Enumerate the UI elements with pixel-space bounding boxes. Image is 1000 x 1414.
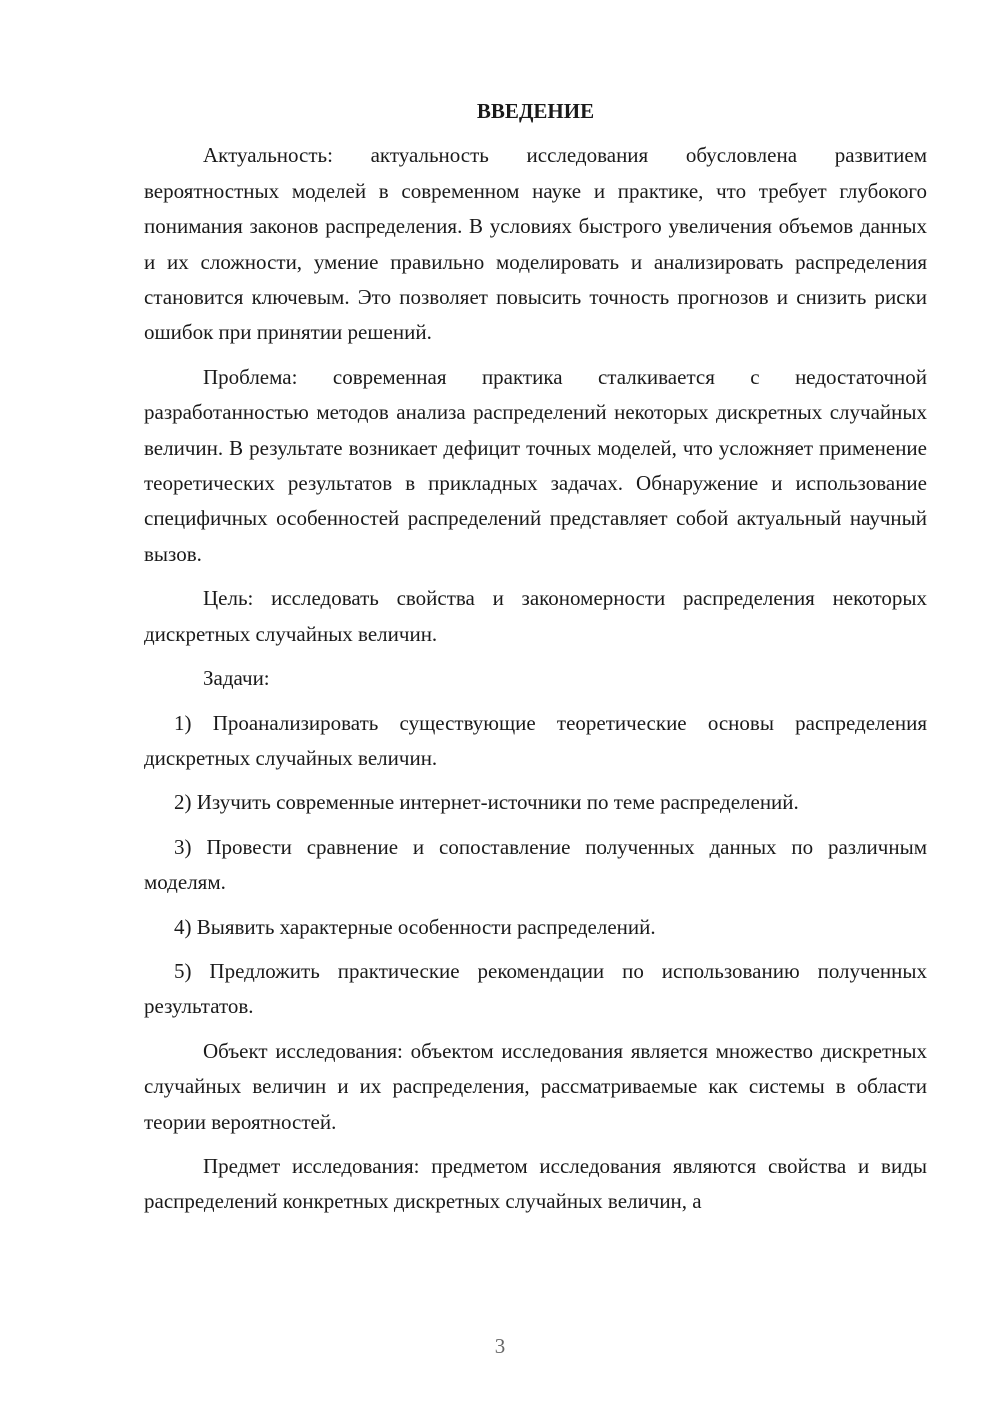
task-item-4: 4) Выявить характерные особенности распределений. (174, 914, 656, 939)
page-number: 3 (494, 1334, 506, 1358)
section-title: ВВЕДЕНИЕ (476, 99, 595, 123)
task-item-2: 2) Изучить современные интернет-источники по теме распределений. (174, 790, 799, 815)
paragraph-object: Объект исследования: объектом исследования является множество дискретных случайных величин и их распределения, рассматриваемые как системы в области теории вероятностей. (144, 1038, 927, 1134)
task-item-1: 1) Проанализировать существующие теоретические основы распределения дискретных случайных величин. (144, 710, 927, 770)
tasks-heading: Задачи: (203, 666, 270, 691)
paragraph-goal: Цель: исследовать свойства и закономерности распределения некоторых дискретных случайных величин. (144, 586, 927, 646)
paragraph-problem: Проблема: современная практика сталкивается с недостаточной разработанностью методов анализа распределений некоторых дискретных случайных величин. В результате возникает дефицит точных моделей, что усложняет применение теоретических результатов в прикладных задачах. Обнаружение и использование специфичных особенностей распределений представляет собой актуальный научный вызов. (144, 364, 927, 566)
task-item-3: 3) Провести сравнение и сопоставление полученных данных по различным моделям. (144, 834, 927, 895)
task-item-5: 5) Предложить практические рекомендации по использованию полученных результатов. (144, 958, 927, 1019)
page-content (144, 94, 927, 1229)
paragraph-subject: Предмет исследования: предметом исследования являются свойства и виды распределений конкретных дискретных случайных величин, а (144, 1153, 927, 1214)
paragraph-relevance: Актуальность: актуальность исследования обусловлена развитием вероятностных моделей в современном науке и практике, что требует глубокого понимания законов распределения. В условиях быстрого увеличения объемов данных и их сложности, умение правильно моделировать и анализировать распределения становится ключевым. Это позволяет повысить точность прогнозов и снизить риски ошибок при принятии решений. (144, 143, 927, 345)
